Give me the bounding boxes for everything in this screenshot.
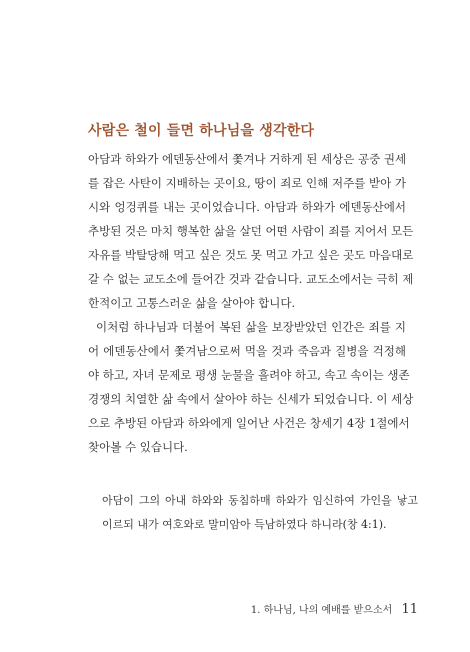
paragraph-2 bbox=[88, 315, 414, 459]
text-line: 자유를 박탈당해 먹고 싶은 것도 못 먹고 가고 싶은 곳도 마음대로 bbox=[88, 248, 414, 262]
page-footer bbox=[251, 601, 418, 617]
text-line: 찾아볼 수 있습니다. bbox=[88, 440, 188, 454]
running-footer-chapter: 1. 하나님, 나의 예배를 받으소서 bbox=[250, 605, 393, 616]
quote-line: 아담이 그의 아내 하와와 동침하매 하와가 임신하여 가인을 낳고 bbox=[102, 494, 418, 507]
text-line: 를 잡은 사탄이 지배하는 곳이요, 땅이 죄로 인해 저주를 받아 가 bbox=[88, 176, 406, 190]
text-line: 이처럼 하나님과 더불어 복된 삶을 보장받았던 인간은 죄를 지 bbox=[96, 320, 406, 334]
text-line: 갈 수 없는 교도소에 들어간 것과 같습니다. 교도소에서는 극히 제 bbox=[88, 272, 414, 286]
text-line: 어 에덴동산에서 쫓겨남으로써 먹을 것과 죽음과 질병을 걱정해 bbox=[88, 344, 406, 358]
text-line: 아담과 하와가 에덴동산에서 쫓겨나 거하게 된 세상은 공중 권세 bbox=[88, 152, 407, 166]
body-text bbox=[88, 147, 414, 459]
paragraph-1 bbox=[88, 147, 414, 315]
text-line: 시와 엉겅퀴를 내는 곳이었습니다. 아담과 하와가 에덴동산에서 bbox=[88, 200, 406, 214]
text-line: 추방된 것은 마치 행복한 삶을 살던 어떤 사람이 죄를 지어서 모든 bbox=[88, 224, 414, 238]
section-heading: 사람은 철이 들면 하나님을 생각한다 bbox=[88, 123, 315, 139]
text-line: 한적이고 고통스러운 삶을 살아야 합니다. bbox=[88, 296, 296, 310]
text-line: 경쟁의 치열한 삶 속에서 살아야 하는 신세가 되었습니다. 이 세상 bbox=[88, 392, 414, 406]
page-number: 11 bbox=[401, 602, 418, 617]
text-line: 야 하고, 자녀 문제로 평생 눈물을 흘려야 하고, 속고 속이는 생존 bbox=[88, 368, 410, 382]
quote-line: 이르되 내가 여호와로 말미암아 득남하였다 하니라(창 4:1). bbox=[102, 518, 387, 531]
text-line: 으로 추방된 아담과 하와에게 일어난 사건은 창세기 4장 1절에서 bbox=[88, 416, 410, 430]
scripture-quote bbox=[102, 489, 418, 537]
